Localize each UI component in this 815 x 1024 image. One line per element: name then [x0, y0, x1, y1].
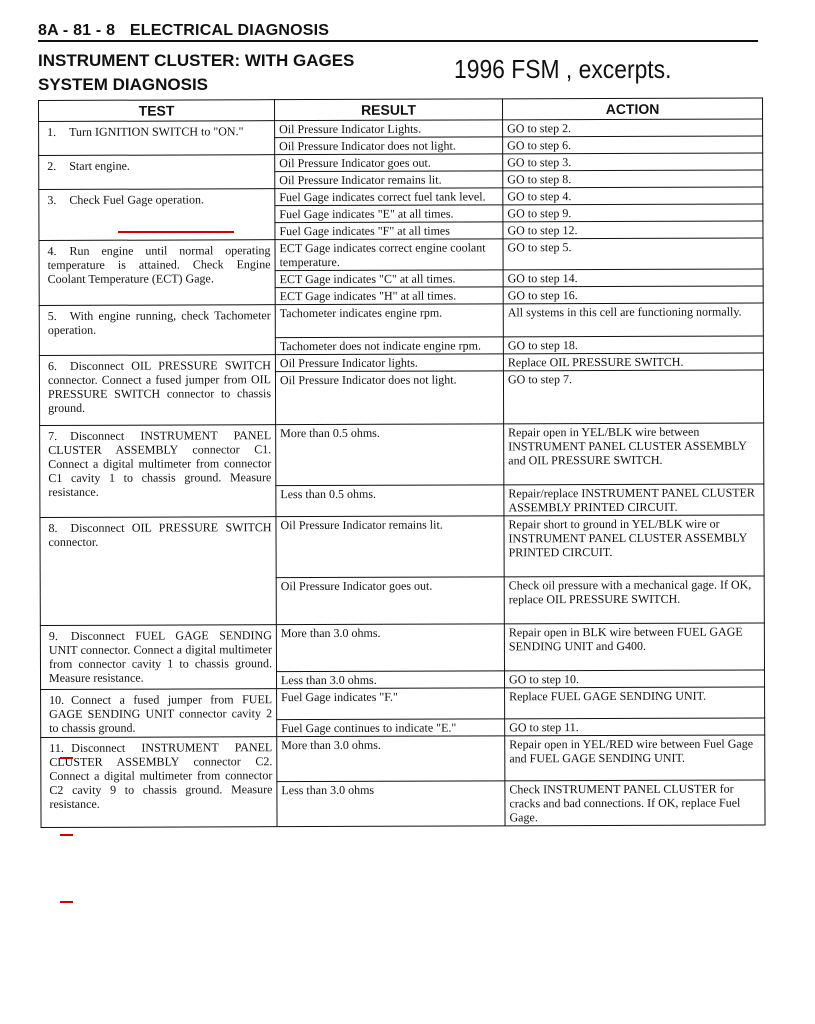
result-cell: Fuel Gage indicates "F" at all times [275, 222, 503, 240]
action-cell: All systems in this cell are functioning normally. [503, 303, 763, 337]
action-cell: GO to step 8. [503, 170, 763, 188]
page-code: 8A - 81 - 8 [38, 22, 116, 39]
result-cell: Tachometer indicates engine rpm. [275, 304, 503, 338]
test-cell: 6. Disconnect OIL PRESSURE SWITCH connector. Connect a fused jumper from OIL PRESSURE SWITCH connector to chassis ground. [39, 355, 275, 426]
action-cell: GO to step 11. [505, 718, 765, 736]
handwritten-annotation: 1996 FSM , excerpts. [454, 54, 672, 84]
result-cell: Fuel Gage indicates correct fuel tank level. [275, 188, 503, 206]
table-row [41, 735, 765, 783]
result-cell: Oil Pressure Indicator does not light. [275, 137, 503, 155]
result-cell: More than 0.5 ohms. [276, 424, 504, 486]
table-row [39, 238, 763, 272]
test-cell: 9. Disconnect FUEL GAGE SENDING UNIT connector. Connect a digital multimeter from connector cavity 1 to chassis ground. Measure resistance. [40, 625, 276, 690]
action-cell: GO to step 14. [503, 269, 763, 287]
action-cell: GO to step 2. [503, 119, 763, 137]
action-cell: GO to step 4. [503, 187, 763, 205]
result-cell: Oil Pressure Indicator remains lit. [276, 516, 504, 578]
action-cell: Check INSTRUMENT PANEL CLUSTER for cracks and bad connections. If OK, replace Fuel Gage. [505, 780, 765, 826]
action-cell: GO to step 9. [503, 204, 763, 222]
result-cell: Less than 3.0 ohms [277, 781, 505, 827]
column-header-result: RESULT [275, 99, 503, 121]
table-row [40, 423, 764, 487]
result-cell: More than 3.0 ohms. [277, 736, 505, 782]
red-dash-mark [60, 834, 73, 836]
result-cell: Oil Pressure Indicator does not light. [275, 371, 503, 425]
action-cell: Replace OIL PRESSURE SWITCH. [503, 353, 763, 371]
column-header-test: TEST [39, 100, 275, 122]
result-cell: ECT Gage indicates "C" at all times. [275, 270, 503, 288]
action-cell: Repair open in YEL/BLK wire between INSTRUMENT PANEL CLUSTER ASSEMBLY and OIL PRESSURE SWITCH. [504, 423, 764, 485]
action-cell: GO to step 16. [503, 286, 763, 304]
action-cell: Repair open in YEL/RED wire between Fuel Gage and FUEL GAGE SENDING UNIT. [505, 735, 765, 781]
table-row [39, 303, 763, 339]
table-row [41, 687, 765, 721]
section-title-line1: INSTRUMENT CLUSTER: WITH GAGES [38, 51, 355, 70]
red-dash-mark [60, 901, 73, 903]
action-cell: GO to step 10. [504, 670, 764, 688]
action-cell: GO to step 7. [503, 370, 763, 424]
action-cell: GO to step 6. [503, 136, 763, 154]
header-rule [38, 40, 758, 42]
result-cell: Oil Pressure Indicator lights. [275, 354, 503, 372]
page-header [38, 22, 329, 40]
action-cell: GO to step 5. [503, 238, 763, 270]
column-header-action: ACTION [502, 98, 762, 120]
result-cell: Less than 3.0 ohms. [276, 671, 504, 689]
action-cell: Repair/replace INSTRUMENT PANEL CLUSTER ASSEMBLY PRINTED CIRCUIT. [504, 484, 764, 516]
test-cell: 7. Disconnect INSTRUMENT PANEL CLUSTER ASSEMBLY connector C1. Connect a digital multimeter from connector C1 cavity 1 to chassis ground. Measure resistance. [40, 425, 276, 518]
action-cell: Repair short to ground in YEL/BLK wire or INSTRUMENT PANEL CLUSTER ASSEMBLY PRINTED CIRCUIT. [504, 515, 764, 577]
section-title-line2: SYSTEM DIAGNOSIS [38, 75, 209, 94]
test-cell: 2. Start engine. [39, 155, 275, 190]
diagnosis-table [38, 97, 766, 828]
action-cell: Check oil pressure with a mechanical gage. If OK, replace OIL PRESSURE SWITCH. [504, 576, 764, 624]
result-cell: Less than 0.5 ohms. [276, 485, 504, 517]
action-cell: GO to step 12. [503, 221, 763, 239]
action-cell: Replace FUEL GAGE SENDING UNIT. [505, 687, 765, 719]
result-cell: More than 3.0 ohms. [276, 624, 504, 672]
test-cell: 5. With engine running, check Tachometer operation. [39, 305, 275, 356]
test-cell: 10. Connect a fused jumper from FUEL GAGE SENDING UNIT connector cavity 2 to chassis ground. [41, 689, 277, 738]
result-cell: Oil Pressure Indicator Lights. [275, 120, 503, 138]
test-cell: 3. Check Fuel Gage operation. [39, 189, 275, 241]
section-title [38, 49, 354, 97]
result-cell: ECT Gage indicates correct engine coolant temperature. [275, 239, 503, 271]
result-cell: Oil Pressure Indicator goes out. [276, 577, 504, 625]
result-cell: Tachometer does not indicate engine rpm. [275, 337, 503, 355]
test-cell: 11. Disconnect INSTRUMENT PANEL CLUSTER ASSEMBLY connector C2. Connect a digital multimeter from connector C2 cavity 9 to chassis ground. Measure resistance. [41, 737, 277, 828]
table-row [40, 515, 764, 579]
result-cell: Oil Pressure Indicator goes out. [275, 154, 503, 172]
result-cell: Oil Pressure Indicator remains lit. [275, 171, 503, 189]
action-cell: Repair open in BLK wire between FUEL GAGE SENDING UNIT and G400. [504, 623, 764, 671]
red-dash-mark [60, 757, 73, 759]
result-cell: Fuel Gage indicates "E" at all times. [275, 205, 503, 223]
table-header-row [39, 98, 763, 122]
test-cell: 8. Disconnect OIL PRESSURE SWITCH connector. [40, 517, 276, 626]
test-cell: 1. Turn IGNITION SWITCH to "ON." [39, 121, 275, 156]
action-cell: GO to step 3. [503, 153, 763, 171]
result-cell: Fuel Gage continues to indicate "E." [277, 719, 505, 737]
red-underline-mark [118, 231, 234, 233]
result-cell: Fuel Gage indicates "F." [277, 688, 505, 720]
table-row [40, 623, 764, 673]
chapter-title: ELECTRICAL DIAGNOSIS [129, 22, 330, 39]
test-cell: 4. Run engine until normal operating temperature is attained. Check Engine Coolant Temperature (ECT) Gage. [39, 240, 275, 306]
result-cell: ECT Gage indicates "H" at all times. [275, 287, 503, 305]
action-cell: GO to step 18. [503, 336, 763, 354]
